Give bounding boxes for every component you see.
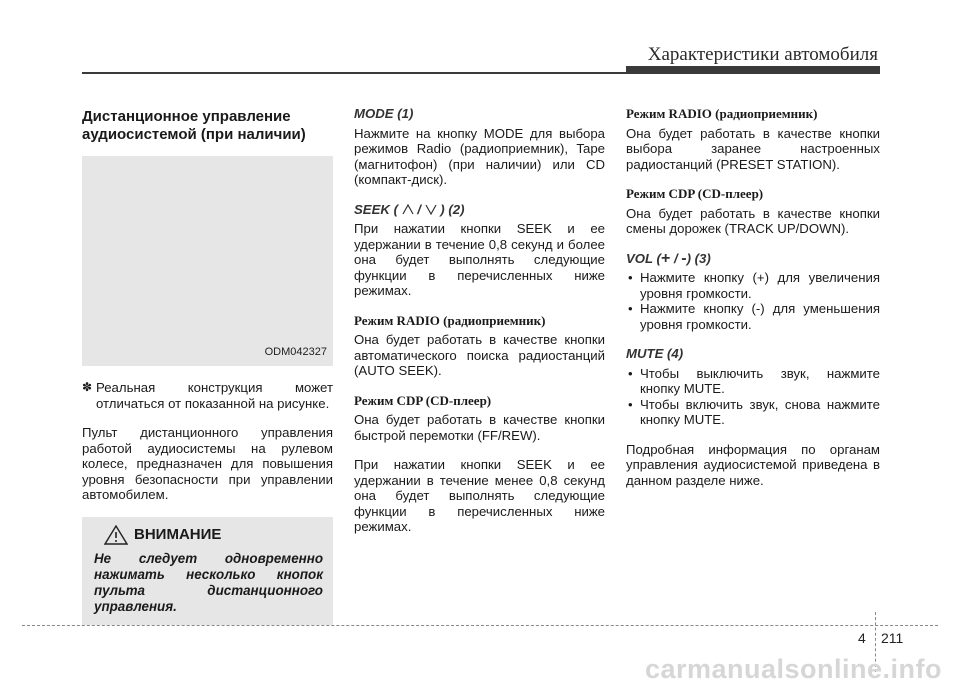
seek-radio-text: Она будет работать в качестве кнопки автоматического поиска радиостанций (AUTO SEEK). bbox=[354, 332, 605, 378]
page-header-title: Характеристики автомобиля bbox=[647, 44, 878, 65]
page-number: 211 bbox=[881, 630, 904, 646]
intro-paragraph: Пульт дистанционного управления работой аудиосистемы на рулевом колесе, предназначен для повышения уровня безопасности при управлении автомобилем. bbox=[82, 425, 333, 502]
mute-bullet-text: Чтобы выключить звук, нажмите кнопку MUTE. bbox=[640, 365, 880, 396]
seek-heading-prefix: SEEK ( bbox=[354, 201, 402, 217]
track-cdp-text: Она будет работать в качестве кнопки смены дорожек (TRACK UP/DOWN). bbox=[626, 205, 880, 236]
vol-minus-icon: - bbox=[681, 249, 687, 267]
seek-heading-separator: / bbox=[413, 201, 425, 217]
figure-note bbox=[82, 380, 333, 411]
bullet-icon: • bbox=[628, 396, 633, 412]
final-paragraph: Подробная информация по органам управления аудиосистемой приведена в данном разделе ниже. bbox=[626, 441, 880, 488]
chapter-number: 4 bbox=[858, 630, 866, 646]
track-cdp-block bbox=[626, 186, 880, 237]
track-cdp-heading: Режим CDP (CD-плеер) bbox=[626, 186, 764, 201]
column-right bbox=[626, 106, 880, 488]
note-mark-icon: ✽ bbox=[82, 380, 93, 394]
vol-heading bbox=[626, 251, 880, 267]
preset-radio-text: Она будет работать в качестве кнопки выбора заранее настроенных радиостанций (PRESET STATION). bbox=[626, 125, 880, 172]
seek-radio-block bbox=[354, 313, 605, 379]
mode-heading: MODE (1) bbox=[354, 106, 414, 121]
list-item bbox=[626, 397, 880, 428]
warning-box bbox=[82, 517, 333, 625]
bullet-icon: • bbox=[628, 270, 633, 285]
vol-heading-prefix: VOL ( bbox=[626, 250, 661, 266]
vol-bullet-text: Нажмите кнопку (+) для увеличения уровня громкости. bbox=[640, 270, 880, 301]
seek-heading-suffix: ) (2) bbox=[436, 201, 465, 217]
mute-block bbox=[626, 346, 880, 428]
warning-header bbox=[94, 525, 323, 545]
vol-heading-suffix: ) (3) bbox=[686, 250, 711, 266]
note-text: Реальная конструкция может отличаться от показанной на рисунке. bbox=[96, 380, 333, 411]
seek-cdp-heading: Режим CDP (CD-плеер) bbox=[354, 392, 492, 408]
column-middle bbox=[354, 106, 605, 535]
preset-radio-heading: Режим RADIO (радиоприемник) bbox=[626, 106, 818, 121]
seek-up-icon bbox=[402, 204, 414, 215]
warning-triangle-icon bbox=[104, 525, 128, 545]
seek-cdp-text: Она будет работать в качестве кнопки быстрой перемотки (FF/REW). bbox=[354, 412, 605, 443]
section-heading bbox=[82, 108, 333, 144]
bullet-icon: • bbox=[628, 365, 633, 381]
section-heading-line2: аудиосистемой (при наличии) bbox=[82, 126, 306, 143]
seek-down-icon bbox=[425, 204, 437, 215]
mute-heading: MUTE (4) bbox=[626, 346, 684, 361]
seek-cdp-block bbox=[354, 393, 605, 444]
preset-radio-block bbox=[626, 106, 880, 172]
watermark: carmanualsonline.info bbox=[644, 654, 942, 684]
mode-text: Нажмите на кнопку MODE для выбора режимов Radio (радиоприемник), Tape (магнитофон) (при наличии) или CD (компакт-диск). bbox=[354, 125, 605, 187]
seek-text: При нажатии кнопки SEEK и ее удержании в течение 0,8 секунд и более она будет выполнять следующие функции в перечисленных ниже режимах. bbox=[354, 221, 605, 298]
vol-heading-separator: / bbox=[670, 250, 682, 266]
section-heading-line1: Дистанционное управление bbox=[82, 108, 291, 125]
list-item bbox=[626, 366, 880, 397]
header-bar bbox=[626, 66, 880, 74]
vol-plus-icon: + bbox=[660, 249, 671, 267]
column-left bbox=[82, 108, 333, 625]
seek-short-text: При нажатии кнопки SEEK и ее удержании в течение менее 0,8 секунд она будет выполнять следующие функции в перечисленных ниже режимах. bbox=[354, 457, 605, 534]
seek-block bbox=[354, 202, 605, 299]
list-item bbox=[626, 270, 880, 301]
figure-placeholder bbox=[82, 156, 333, 366]
seek-radio-heading: Режим RADIO (радиоприемник) bbox=[354, 312, 546, 328]
warning-text: Не следует одновременно нажимать несколько кнопок пульта дистанционного управления. bbox=[94, 550, 323, 614]
mode-block bbox=[354, 106, 605, 188]
mute-bullet-text: Чтобы включить звук, снова нажмите кнопку MUTE. bbox=[640, 396, 880, 427]
seek-heading bbox=[354, 202, 605, 218]
vol-block bbox=[626, 251, 880, 333]
list-item bbox=[626, 301, 880, 332]
warning-title: ВНИМАНИЕ bbox=[134, 525, 222, 543]
vol-bullet-text: Нажмите кнопку (-) для уменьшения уровня громкости. bbox=[640, 301, 880, 332]
figure-code: ODM042327 bbox=[264, 345, 327, 358]
footer-dashed-rule bbox=[22, 625, 938, 626]
bullet-icon: • bbox=[628, 301, 633, 316]
